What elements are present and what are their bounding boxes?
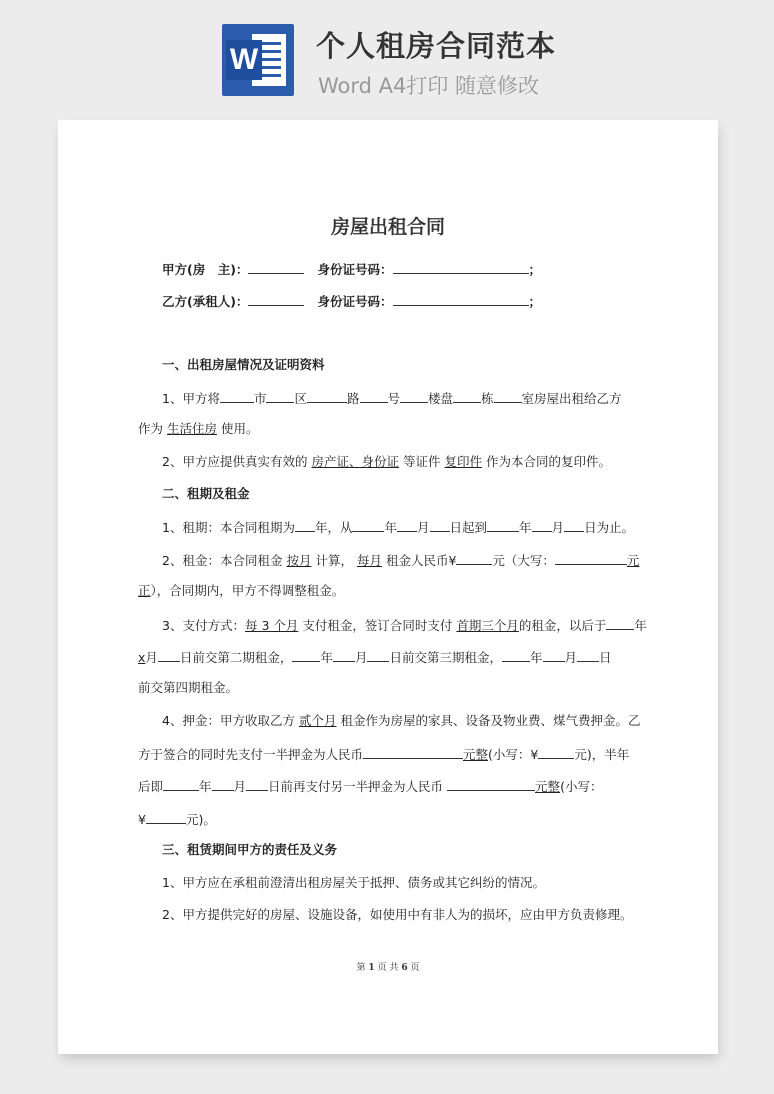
paragraph: 2、甲方应提供真实有效的 房产证、身份证 等证件 复印件 作为本合同的复印件。 <box>162 454 611 469</box>
paragraph: x月 日前交第二期租金， 年 月 日前交第三期租金， 年 月 日 <box>138 650 612 665</box>
party-b-line: 乙方(承租人)： 身份证号码： ； <box>162 294 542 309</box>
paragraph: ¥ 元)。 <box>138 812 216 827</box>
section-heading: 一、出租房屋情况及证明资料 <box>162 357 325 372</box>
banner-subtitle: Word A4打印 随意修改 <box>318 74 540 98</box>
paragraph: 方于签合的同时先支付一半押金为人民币 元整(小写：¥ 元)，半年 <box>138 747 630 762</box>
section-heading: 二、租期及租金 <box>162 486 250 501</box>
page-footer: 第 1 页 共 6 页 <box>356 963 420 973</box>
document-title: 房屋出租合同 <box>330 216 445 238</box>
paragraph: 正），合同期内，甲方不得调整租金。 <box>138 583 345 598</box>
word-icon: W <box>222 24 294 96</box>
paragraph: 4、押金：甲方收取乙方 贰个月 租金作为房屋的家具、设备及物业费、煤气费押金。乙 <box>162 713 641 728</box>
section-heading: 三、租赁期间甲方的责任及义务 <box>162 842 338 857</box>
paragraph: 后即 年 月 日前再支付另一半押金为人民币 元整(小写： <box>138 779 603 794</box>
paragraph: 前交第四期租金。 <box>138 680 239 695</box>
paragraph: 1、甲方将 市 区 路 号 楼盘 栋 室房屋出租给乙方 <box>162 391 622 406</box>
paragraph: 1、甲方应在承租前澄清出租房屋关于抵押、债务或其它纠纷的情况。 <box>162 875 545 890</box>
paragraph: 2、甲方提供完好的房屋、设施设备，如使用中有非人为的损坏，应由甲方负责修理。 <box>162 907 633 922</box>
paragraph: 3、支付方式：每 3 个月 支付租金，签订合同时支付 首期三个月的租金，以后于 年 <box>162 618 647 633</box>
paragraph: 2、租金：本合同租金 按月 计算， 每月 租金人民币¥ 元（大写： 元 <box>162 553 640 568</box>
paragraph: 作为 生活住房 使用。 <box>138 421 259 436</box>
party-a-line: 甲方(房 主)： 身份证号码： ； <box>162 262 542 277</box>
document-page <box>58 120 718 1054</box>
header <box>0 0 774 118</box>
paragraph: 1、租期：本合同租期为 年，从 年 月 日起到 年 月 日为止。 <box>162 520 635 535</box>
banner-title: 个人租房合同范本 <box>316 29 557 63</box>
